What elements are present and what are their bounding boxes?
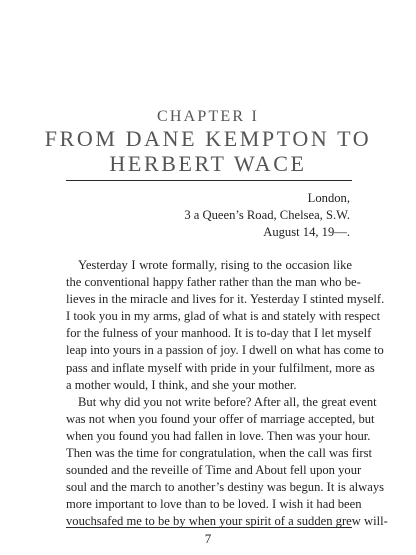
address-date: August 14, 19—.	[263, 225, 350, 239]
text-line: pass and inflate myself with pride in your fulfilment, more as	[66, 360, 375, 375]
bottom-divider	[66, 527, 352, 528]
text-line: a mother would, I think, and she your mother.	[66, 377, 297, 392]
text-line: lieves in the miracle and lives for it. Yesterday I stinted myself.	[66, 292, 385, 307]
text-line: the conventional happy father rather than the man who be-	[66, 275, 361, 290]
text-line: Then was the time for congratulation, when the call was first	[66, 446, 373, 461]
address-city: London,	[307, 191, 350, 205]
text-line: when you found you had fallen in love. Then was your hour.	[66, 428, 371, 443]
chapter-title-line-1: FROM DANE KEMPTON TO	[44, 126, 372, 151]
text-line: But why did you not write before? After all, the great event	[78, 394, 377, 409]
chapter-label: CHAPTER I	[156, 108, 260, 125]
top-divider	[66, 180, 352, 181]
text-line: leap into yours in a passion of joy. I dwell on what has come to	[66, 343, 384, 358]
paragraph-2	[66, 394, 388, 531]
text-line: sounded and the reveille of Time and About fell upon your	[66, 463, 362, 478]
letter-body	[66, 257, 388, 531]
text-line: more important to love than to be loved. I wish it had been	[66, 497, 362, 512]
text-line: soul and the march to another’s destiny was begun. It is always	[66, 480, 385, 495]
letter-address	[184, 190, 350, 241]
text-line: for the fulness of your manhood. It is to-day that I let myself	[66, 326, 372, 341]
text-line: Yesterday I wrote formally, rising to the occasion like	[78, 258, 352, 272]
text-line: vouchsafed me to be by when your spirit of a sudden grew will-	[66, 514, 388, 529]
chapter-title-line-2: HERBERT WACE	[109, 151, 307, 176]
text-line: was not when you found your offer of marriage accepted, but	[66, 411, 375, 426]
page-number: 7	[204, 531, 212, 546]
text-line: I took you in my arms, glad of what is and stately with respect	[66, 309, 381, 324]
chapter-title	[0, 126, 416, 176]
paragraph-1	[66, 257, 385, 394]
address-street: 3 a Queen’s Road, Chelsea, S.W.	[184, 208, 350, 222]
